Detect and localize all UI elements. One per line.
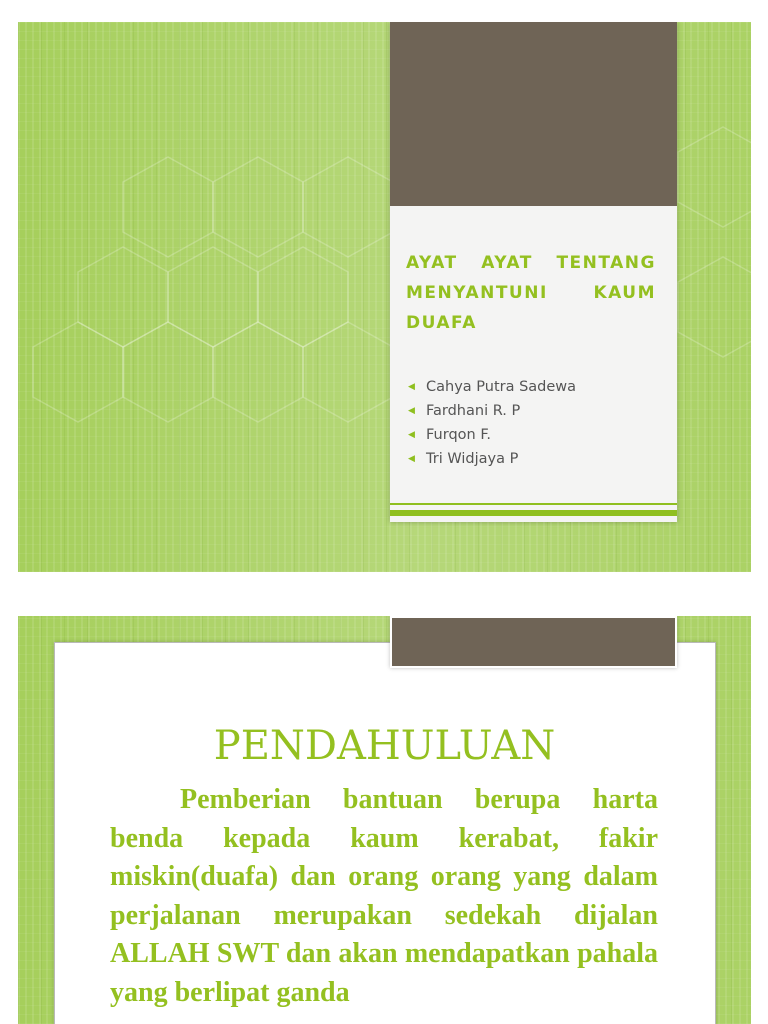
- arrow-left-bullet-icon: ◀: [408, 382, 415, 392]
- arrow-left-bullet-icon: ◀: [408, 430, 415, 440]
- title-card-accent-bar: [390, 510, 677, 516]
- author-name: Fardhani R. P: [426, 403, 521, 419]
- presentation-title: AYAT AYAT TENTANG MENYANTUNI KAUM DUAFA: [406, 253, 656, 333]
- title-slide: [18, 22, 751, 572]
- author-item: [408, 447, 576, 471]
- title-card-header-block: [390, 22, 677, 206]
- author-item: [408, 399, 576, 423]
- title-card: [390, 22, 677, 522]
- author-name: Cahya Putra Sadewa: [426, 379, 577, 395]
- slide-header-block: [390, 616, 677, 668]
- arrow-left-bullet-icon: ◀: [408, 454, 415, 464]
- title-card-accent-line: [390, 503, 677, 505]
- author-list: [408, 375, 576, 471]
- introduction-paragraph: Pemberian bantuan berupa harta benda kepada kaum kerabat, fakir miskin(duafa) dan orang orang yang dalam perjalanan merupakan sedekah dijalan ALLAH SWT dan akan mendapatkan pahala yang berlipat ganda: [110, 784, 658, 1008]
- arrow-left-bullet-icon: ◀: [408, 406, 415, 416]
- author-item: [408, 423, 576, 447]
- author-item: [408, 375, 576, 399]
- section-heading: PENDAHULUAN: [213, 723, 556, 769]
- introduction-slide: [18, 616, 751, 1024]
- author-name: Tri Widjaya P: [426, 451, 519, 467]
- author-name: Furqon F.: [426, 427, 491, 443]
